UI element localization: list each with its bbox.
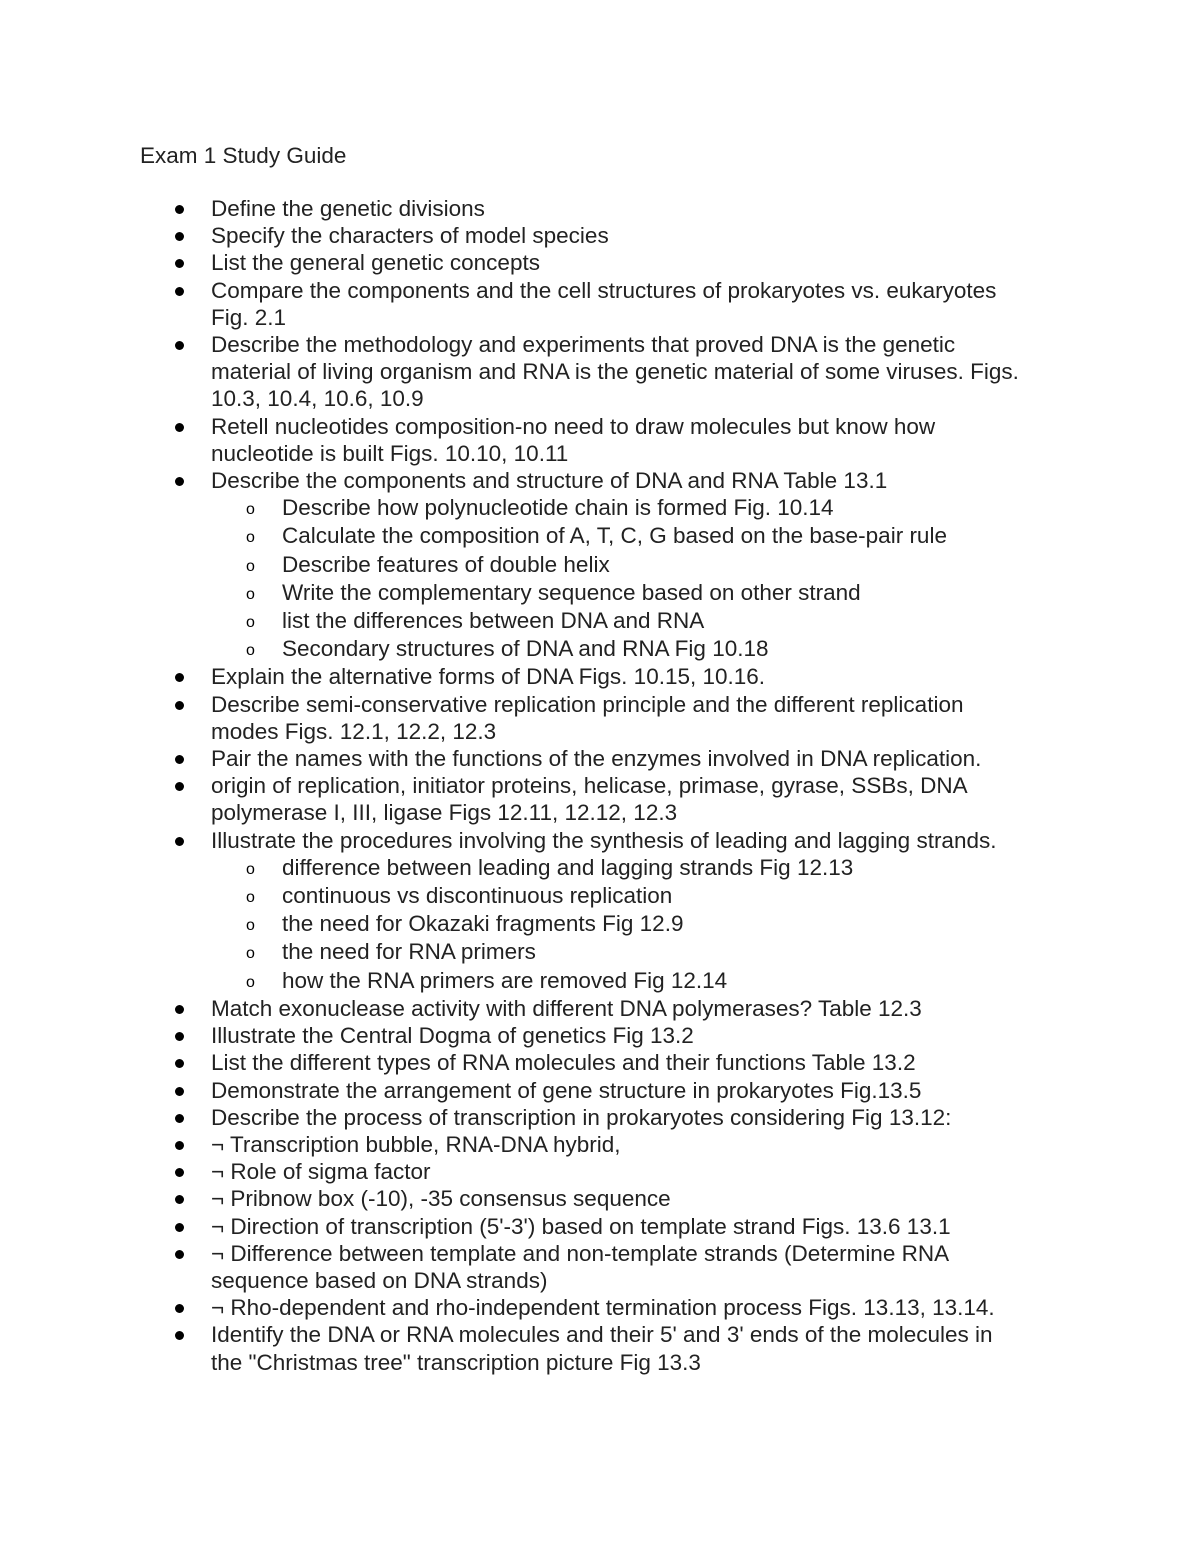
list-item: [0, 1240, 1057, 1294]
list-item-text: ¬ Rho-dependent and rho-independent termination process Figs. 13.13, 13.14.: [211, 1295, 995, 1321]
list-item-text: Calculate the composition of A, T, C, G based on the base-pair rule: [282, 523, 947, 549]
list-item: [0, 1049, 1057, 1076]
sub-list-item: [0, 938, 1057, 966]
list-item-text: Describe the process of transcription in prokaryotes considering Fig 13.12:: [211, 1104, 952, 1130]
bullet-icon: [175, 1304, 184, 1313]
list-item-text: the need for Okazaki fragments Fig 12.9: [282, 911, 684, 937]
bullet-icon: [175, 1250, 184, 1259]
bullet-icon: [175, 1114, 184, 1123]
list-item: [0, 467, 1057, 494]
list-item-text: ¬ Direction of transcription (5'-3') based on template strand Figs. 13.6 13.1: [211, 1213, 951, 1239]
list-item-text: Describe the methodology and experiments that proved DNA is the genetic material of living organism and RNA is the genetic material of some viruses. Figs. 10.3, 10.4, 10.6, 10.9: [211, 332, 1019, 412]
sub-list-item: [0, 882, 1057, 910]
list-item-text: Describe features of double helix: [282, 551, 610, 577]
document-title: Exam 1 Study Guide: [140, 143, 347, 168]
bullet-icon: [175, 1032, 184, 1041]
list-item: [0, 277, 1057, 331]
list-item-text: Pair the names with the functions of the enzymes involved in DNA replication.: [211, 746, 982, 772]
list-item-text: origin of replication, initiator proteins, helicase, primase, gyrase, SSBs, DNA polymerase I, III, ligase Figs 12.11, 12.12, 12.3: [211, 773, 968, 826]
list-item: [0, 331, 1057, 413]
list-item-text: list the differences between DNA and RNA: [282, 608, 705, 634]
bullet-icon: [175, 477, 184, 486]
list-item: [0, 195, 1057, 222]
list-item-text: difference between leading and lagging strands Fig 12.13: [282, 854, 854, 880]
bullet-icon: [175, 755, 184, 764]
circle-bullet-icon: o: [246, 642, 255, 660]
list-item: [0, 1185, 1057, 1212]
sub-list-item: [0, 607, 1057, 635]
bullet-icon: [175, 1059, 184, 1068]
list-item-text: Compare the components and the cell structures of prokaryotes vs. eukaryotes Fig. 2.1: [211, 277, 997, 330]
list-item-text: Match exonuclease activity with different DNA polymerases? Table 12.3: [211, 995, 922, 1021]
circle-bullet-icon: o: [246, 973, 255, 991]
list-item-text: ¬ Transcription bubble, RNA-DNA hybrid,: [211, 1131, 621, 1157]
circle-bullet-icon: o: [246, 945, 255, 963]
list-item-text: Describe how polynucleotide chain is formed Fig. 10.14: [282, 495, 834, 521]
list-item-text: Retell nucleotides composition-no need to draw molecules but know how nucleotide is built Figs. 10.10, 10.11: [211, 413, 936, 466]
list-item: [0, 663, 1057, 690]
list-item-text: Explain the alternative forms of DNA Figs. 10.15, 10.16.: [211, 664, 766, 690]
bullet-icon: [175, 1141, 184, 1150]
list-item: [0, 772, 1057, 826]
list-item-text: Secondary structures of DNA and RNA Fig 10.18: [282, 636, 769, 662]
list-item-text: continuous vs discontinuous replication: [282, 883, 673, 909]
list-item-text: ¬ Difference between template and non-template strands (Determine RNA sequence based on DNA strands): [211, 1240, 950, 1293]
list-item: [0, 1294, 1057, 1321]
list-item-text: List the general genetic concepts: [211, 250, 540, 276]
bullet-icon: [175, 205, 184, 214]
circle-bullet-icon: o: [246, 917, 255, 935]
list-item: [0, 827, 1057, 854]
list-item-text: List the different types of RNA molecules and their functions Table 13.2: [211, 1050, 916, 1076]
circle-bullet-icon: o: [246, 501, 255, 519]
bullet-icon: [175, 1168, 184, 1177]
list-item-text: how the RNA primers are removed Fig 12.14: [282, 967, 728, 993]
circle-bullet-icon: o: [246, 860, 255, 878]
bullet-icon: [175, 1195, 184, 1204]
bullet-icon: [175, 232, 184, 241]
list-item: [0, 1213, 1057, 1240]
list-item: [0, 1022, 1057, 1049]
circle-bullet-icon: o: [246, 889, 255, 907]
sub-list-item: [0, 522, 1057, 550]
bullet-icon: [175, 1087, 184, 1096]
sub-list-item: [0, 967, 1057, 995]
list-item-text: Illustrate the Central Dogma of genetics Fig 13.2: [211, 1023, 694, 1049]
list-item-text: ¬ Pribnow box (-10), -35 consensus sequence: [211, 1186, 671, 1212]
bullet-icon: [175, 782, 184, 791]
list-item: [0, 413, 1057, 467]
circle-bullet-icon: o: [246, 557, 255, 575]
list-item: [0, 1077, 1057, 1104]
list-item-text: Demonstrate the arrangement of gene structure in prokaryotes Fig.13.5: [211, 1077, 922, 1103]
bullet-icon: [175, 259, 184, 268]
list-item: [0, 1321, 1057, 1375]
list-item-text: Describe semi-conservative replication principle and the different replication modes Figs. 12.1, 12.2, 12.3: [211, 691, 964, 744]
list-item-text: Specify the characters of model species: [211, 223, 609, 249]
bullet-icon: [175, 673, 184, 682]
circle-bullet-icon: o: [246, 614, 255, 632]
sub-list-item: [0, 494, 1057, 522]
list-item: [0, 222, 1057, 249]
list-item-text: Write the complementary sequence based on other strand: [282, 579, 861, 605]
list-item: [0, 1131, 1057, 1158]
bullet-icon: [175, 701, 184, 710]
sub-list-item: [0, 910, 1057, 938]
bullet-icon: [175, 837, 184, 846]
list-item-text: the need for RNA primers: [282, 939, 536, 965]
sub-list-item: [0, 635, 1057, 663]
bullet-icon: [175, 1005, 184, 1014]
list-item: [0, 745, 1057, 772]
list-item-text: Describe the components and structure of DNA and RNA Table 13.1: [211, 468, 888, 494]
list-item: [0, 995, 1057, 1022]
bullet-icon: [175, 423, 184, 432]
circle-bullet-icon: o: [246, 529, 255, 547]
list-item-text: Identify the DNA or RNA molecules and their 5' and 3' ends of the molecules in the "Christmas tree" transcription picture Fig 13.3: [211, 1322, 993, 1375]
bullet-icon: [175, 1223, 184, 1232]
list-item-text: ¬ Role of sigma factor: [211, 1159, 431, 1185]
sub-list-item: [0, 854, 1057, 882]
study-guide-list: [0, 195, 1200, 1376]
list-item: [0, 691, 1057, 745]
bullet-icon: [175, 287, 184, 296]
list-item-text: Define the genetic divisions: [211, 196, 485, 221]
bullet-icon: [175, 341, 184, 350]
sub-list-item: [0, 551, 1057, 579]
bullet-icon: [175, 1331, 184, 1340]
list-item-text: Illustrate the procedures involving the synthesis of leading and lagging strands.: [211, 827, 997, 853]
list-item: [0, 1158, 1057, 1185]
list-item: [0, 249, 1057, 276]
sub-list-item: [0, 579, 1057, 607]
circle-bullet-icon: o: [246, 585, 255, 603]
list-item: [0, 1104, 1057, 1131]
